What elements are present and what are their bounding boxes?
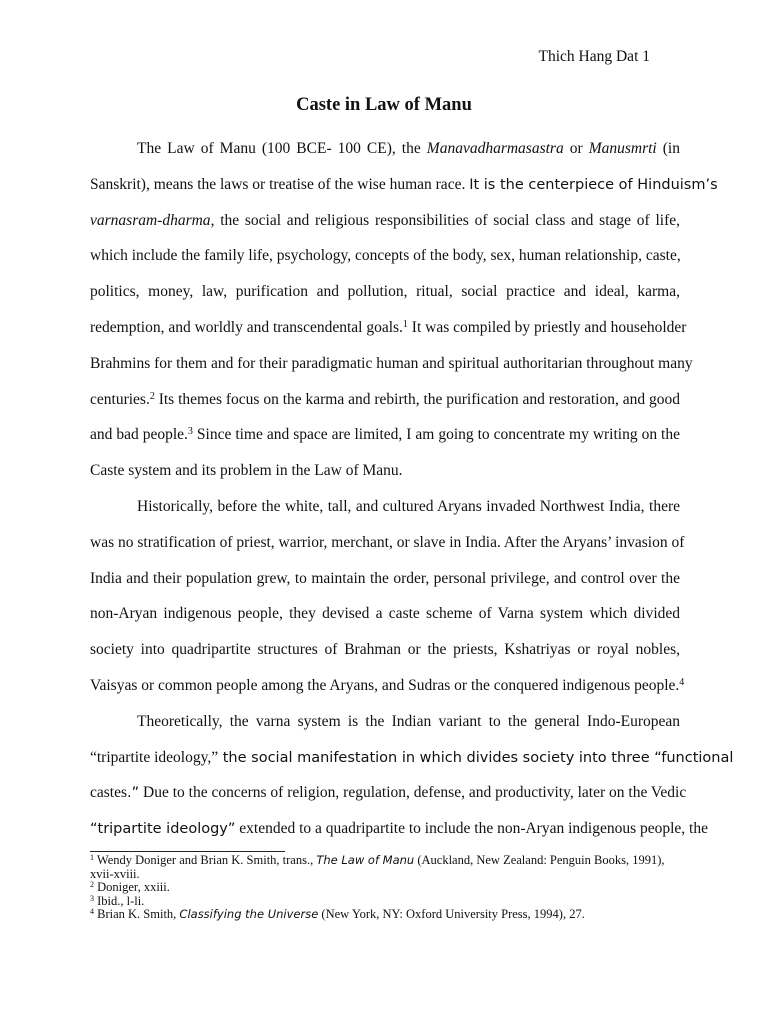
paragraph-1-line (90, 317, 687, 353)
italic-title: The Law of Manu (316, 853, 415, 867)
paragraph-2-line: non-Aryan indigenous people, they devised a caste scheme of Varna system which divided (90, 605, 680, 623)
text-run: centuries. (90, 390, 150, 408)
text-run: castes (90, 784, 128, 802)
footnote-separator (90, 851, 285, 852)
paragraph-1-line (90, 424, 680, 460)
text-run: or (563, 140, 589, 157)
paragraph-1-line: Caste system and its problem in the Law of Manu. (90, 462, 403, 480)
paragraph-1-line: Brahmins for them and for their paradigmatic human and spiritual authoritarian throughout many (90, 354, 693, 372)
text-run: (Auckland, New Zealand: Penguin Books, 1991), (414, 853, 665, 867)
footnote-1-continued: xvii-xviii. (90, 866, 140, 881)
text-run: Brian K. Smith, (94, 907, 180, 921)
text-run: Wendy Doniger and Brian K. Smith, trans., (94, 853, 317, 867)
paragraph-1-line (90, 138, 680, 174)
footnote-ref: 2 (149, 390, 155, 402)
paragraph-2-line: society into quadripartite structures of Brahman or the priests, Kshatriyas or royal nobles, (90, 641, 680, 659)
text-run: , the social and religious responsibilities of social class and stage of life, (210, 211, 680, 229)
text-run: Vaisyas or common people among the Aryans, and Sudras or the conquered indigenous people. (90, 676, 680, 694)
paragraph-2-line: India and their population grew, to maintain the order, personal privilege, and control over the (90, 569, 680, 587)
text-run: (New York, NY: Oxford University Press, 1994), 27. (318, 907, 585, 921)
running-header: Thich Hang Dat 1 (538, 48, 650, 65)
paragraph-3-line (90, 782, 687, 818)
paragraph-1-line (90, 174, 718, 210)
italic-term: varnasram-dharma (90, 211, 211, 229)
footnote-number: 2 (90, 880, 94, 889)
text-run: Doniger, xxiii. (94, 880, 170, 894)
text-run: It is the centerpiece of Hinduism’s (469, 176, 718, 193)
body-text (90, 138, 734, 854)
page-title: Caste in Law of Manu (296, 95, 472, 115)
footnote-number: 1 (90, 853, 94, 862)
footnote-2 (90, 881, 690, 895)
text-run: Sanskrit), means the laws or treatise of the wise human race. (90, 175, 470, 193)
paragraph-3-line: Theoretically, the varna system is the Indian variant to the general Indo-European (137, 712, 680, 730)
text-run: Its themes focus on the karma and rebirth, the purification and restoration, and good (154, 390, 680, 408)
text-run: the social manifestation in which divides society into three “functional (218, 749, 734, 766)
paragraph-2-line: Historically, before the white, tall, and cultured Aryans invaded Northwest India, there (137, 497, 680, 515)
text-run: It was compiled by priestly and householder (407, 318, 687, 336)
footnotes (90, 854, 690, 922)
text-run: extended to a quadripartite to include the non-Aryan indigenous people, the (235, 820, 708, 838)
paragraph-2-line (90, 675, 685, 711)
footnote-ref: 4 (679, 676, 685, 688)
footnote-ref: 3 (187, 426, 193, 438)
text-run: Since time and space are limited, I am going to concentrate my writing on the (192, 426, 680, 444)
italic-term: Manavadharmasastra (426, 140, 564, 157)
footnote-number: 3 (90, 893, 94, 903)
text-run: The Law of Manu (100 BCE- 100 CE), the (137, 140, 427, 157)
footnote-1 (90, 854, 690, 868)
text-run: .” (127, 785, 140, 802)
italic-term: Manusmrti (588, 140, 657, 157)
text-run: Due to the concerns of religion, regulation, defense, and productivity, later on the Vedic (139, 784, 687, 802)
paragraph-2-line: was no stratification of priest, warrior, merchant, or slave in India. After the Aryans’ invasion of (90, 533, 685, 551)
footnote-number: 4 (90, 907, 94, 916)
text-run: (in (656, 140, 680, 157)
text-run: “tripartite ideology,” (90, 748, 219, 766)
paragraph-1-line: politics, money, law, purification and pollution, ritual, social practice and ideal, karma, (90, 283, 680, 301)
paragraph-3-line (90, 747, 734, 783)
text-run: Ibid., l-li. (94, 893, 145, 908)
paragraph-1-line (90, 389, 680, 425)
paragraph-1-line (90, 210, 680, 246)
italic-title: Classifying the Universe (179, 907, 319, 921)
footnote-4 (90, 908, 690, 922)
text-run: “tripartite ideology” (90, 821, 236, 838)
footnote-3 (90, 895, 690, 909)
paragraph-1-line: which include the family life, psychology, concepts of the body, sex, human relationship, caste, (90, 247, 681, 265)
paragraph-3-line (90, 818, 708, 854)
footnote-ref: 1 (402, 318, 408, 330)
text-run: and bad people. (90, 426, 188, 444)
text-run: redemption, and worldly and transcendental goals. (90, 318, 403, 336)
